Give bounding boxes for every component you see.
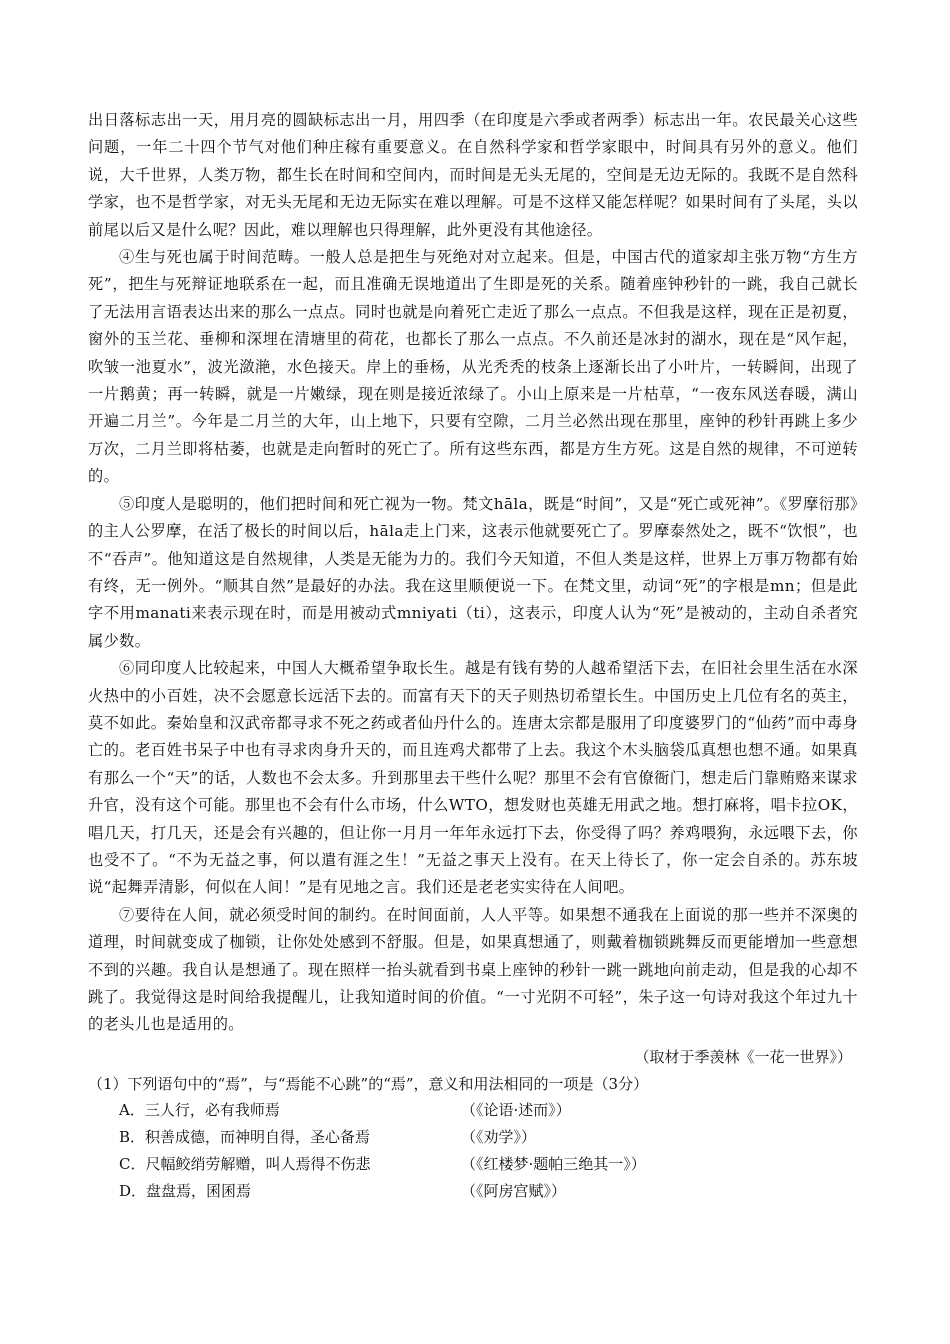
- option-source: （《劝学》）: [461, 1128, 537, 1147]
- document-page: [88, 107, 858, 1205]
- paragraph-5: ⑤印度人是聪明的，他们把时间和死亡视为一物。梵文hāla，既是“时间”，又是“死亡或死神”。《罗摩衍那》的主人公罗摩，在活了极长的时间以后，hāla走上门来，这表示他就要死亡了。罗摩泰然处之，既不“饮恨”，也不“吞声”。他知道这是自然规律，人类是无能为力的。我们今天知道，不但人类是这样，世界上万事万物都有始有终，无一例外。“顺其自然”是最好的办法。我在这里顺便说一下。在梵文里，动词“死”的字根是mn；但是此字不用manati来表示现在时，而是用被动式mniyati（ti），这表示，印度人认为“死”是被动的，主动自杀者究属少数。: [88, 494, 858, 650]
- option-source: （《阿房宫赋》）: [461, 1182, 567, 1201]
- paragraph-continuation: 出日落标志出一天，用月亮的圆缺标志出一月，用四季（在印度是六季或者两季）标志出一年。农民最关心这些问题，一年二十四个节气对他们种庄稼有重要意义。在自然科学家和哲学家眼中，时间具有另外的意义。他们说，大千世界，人类万物，都生长在时间和空间内，而时间是无头无尾的，空间是无边无际的。我既不是自然科学家，也不是哲学家，对无头无尾和无边无际实在难以理解。可是不这样又能怎样呢？如果时间有了头尾，头以前尾以后又是什么呢？因此，难以理解也只得理解，此外更没有其他途径。: [88, 111, 858, 239]
- paragraph-6: ⑥同印度人比较起来，中国人大概希望争取长生。越是有钱有势的人越希望活下去，在旧社会里生活在水深火热中的小百姓，决不会愿意长远活下去的。而富有天下的天子则热切希望长生。中国历史上几位有名的英主，莫不如此。秦始皇和汉武帝都寻求不死之药或者仙丹什么的。连唐太宗都是服用了印度婆罗门的“仙药”而中毒身亡的。老百姓书呆子中也有寻求肉身升天的，而且连鸡犬都带了上去。我这个木头脑袋瓜真想也想不通。如果真有那么一个“天”的话，人数也不会太多。升到那里去干些什么呢？那里不会有官僚衙门，想走后门靠贿赂来谋求升官，没有这个可能。那里也不会有什么市场，什么WTO，想发财也英雄无用武之地。想打麻将，唱卡拉OK，唱几天，打几天，还是会有兴趣的，但让你一月月一年年永远打下去，你受得了吗？养鸡喂狗，永远喂下去，你也受不了。“不为无益之事，何以遣有涯之生！”无益之事天上没有。在天上待长了，你一定会自杀的。苏东坡说“起舞弄清影，何似在人间！”是有见地之言。我们还是老老实实待在人间吧。: [88, 659, 858, 897]
- paragraph-7: ⑦要待在人间，就必须受时间的制约。在时间面前，人人平等。如果想不通我在上面说的那一些并不深奥的道理，时间就变成了枷锁，让你处处感到不舒服。但是，如果真想通了，则戴着枷锁跳舞反而更能增加一些意想不到的兴趣。我自认是想通了。现在照样一抬头就看到书桌上座钟的秒针一跳一跳地向前走动，但是我的心却不跳了。我觉得这是时间给我提醒儿，让我知道时间的价值。“一寸光阴不可轻”，朱子这一句诗对我这个年过九十的老头儿也是适用的。: [88, 905, 858, 1034]
- option-text: C．尺幅鲛绡劳解赠，叫人焉得不伤悲: [119, 1155, 371, 1174]
- paragraph-4: ④生与死也属于时间范畴。一般人总是把生与死绝对对立起来。但是，中国古代的道家却主张万物“方生方死”，把生与死辩证地联系在一起，而且准确无误地道出了生即是死的关系。随着座钟秒针的一跳，我自己就长了无法用言语表达出来的那么一点点。同时也就是向着死亡走近了那么一点点。不但我是这样，现在正是初夏，窗外的玉兰花、垂柳和深埋在清塘里的荷花，也都长了那么一点点。不久前还是冰封的湖水，现在是“风乍起，吹皱一池夏水”，波光潋滟，水色接天。岸上的垂杨，从光秃秃的枝条上逐渐长出了小叶片，一转瞬间，出现了一片鹅黄；再一转瞬，就是一片嫩绿，现在则是接近浓绿了。小山上原来是一片枯草，“一夜东风送春暖，满山开遍二月兰”。今年是二月兰的大年，山上地下，只要有空隙，二月兰必然出现在那里，座钟的秒针再跳上多少万次，二月兰即将枯萎，也就是走向暂时的死亡了。所有这些东西，都是方生方死。这是自然的规律，不可逆转的。: [88, 248, 858, 486]
- option-a: [88, 1097, 858, 1124]
- option-c: [88, 1151, 858, 1178]
- option-source: （《论语·述而》）: [461, 1101, 571, 1120]
- option-d: [88, 1178, 858, 1205]
- article-source: （取材于季羡林《一花一世界》）: [634, 1047, 852, 1066]
- question-block: [88, 1071, 858, 1206]
- option-text: D．盘盘焉，囷囷焉: [119, 1182, 252, 1201]
- option-text: B．积善成德，而神明自得，圣心备焉: [119, 1128, 371, 1147]
- option-source: （《红楼梦·题帕三绝其一》）: [461, 1155, 646, 1174]
- question-stem: （1）下列语句中的“焉”，与“焉能不心跳”的“焉”，意义和用法相同的一项是（3分）: [88, 1074, 649, 1093]
- option-b: [88, 1124, 858, 1151]
- option-list: [88, 1097, 858, 1205]
- option-text: A．三人行，必有我师焉: [119, 1101, 280, 1120]
- article-body: [88, 107, 858, 1039]
